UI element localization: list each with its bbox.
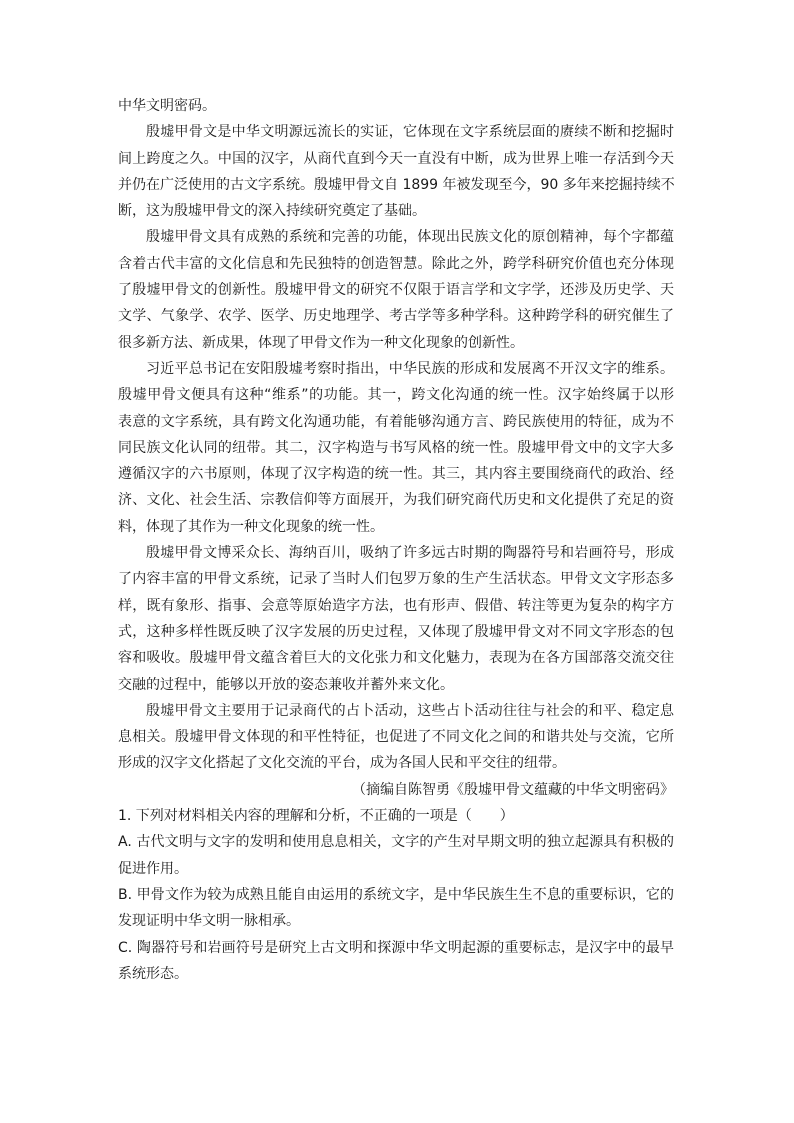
- question-text-line: B. 甲骨文作为较为成熟且能自由运用的系统文字，是中华民族生生不息的重要标识，它的: [118, 886, 674, 903]
- article-text-line: 同民族文化认同的纽带。其二，汉字构造与书写风格的统一性。殷墟甲骨文中的文字大多: [118, 439, 674, 456]
- article-text-line: 殷墟甲骨文博采众长、海纳百川，吸纳了许多远古时期的陶器符号和岩画符号，形成: [146, 545, 674, 562]
- article-text-line: 中华文明密码。: [118, 98, 216, 114]
- article-text-line: 表意的文字系统，具有跨文化沟通功能，有着能够沟通方言、跨民族使用的特征，成为不: [118, 413, 674, 430]
- article-text-line: 很多新方法、新成果，体现了甲骨文作为一种文化现象的创新性。: [118, 334, 524, 351]
- article-text-line: 遵循汉字的六书原则，体现了汉字构造的统一性。其三，其内容主要围绕商代的政治、经: [118, 466, 674, 483]
- document-page: [118, 93, 674, 987]
- article-text-line: （摘编自陈智勇《殷墟甲骨文蕴藏的中华文明密码》: [352, 781, 674, 798]
- article-text-line: 料，体现了其作为一种文化现象的统一性。: [118, 518, 384, 535]
- article-text-line: 间上跨度之久。中国的汉字，从商代直到今天一直没有中断，成为世界上唯一存活到今天: [118, 150, 674, 167]
- article-text-line: 殷墟甲骨文主要用于记录商代的占卜活动，这些占卜活动往往与社会的和平、稳定息: [146, 702, 674, 719]
- article-text-line: 含着古代丰富的文化信息和先民独特的创造智慧。除此之外，跨学科研究价值也充分体现: [118, 255, 674, 272]
- question-text-line: 发现证明中华文明一脉相承。: [118, 913, 300, 930]
- article-text-line: 容和吸收。殷墟甲骨文蕴含着巨大的文化张力和文化魅力，表现为在各方国部落交流交往: [118, 650, 674, 667]
- article-text-line: 习近平总书记在安阳殷墟考察时指出，中华民族的形成和发展离不开汉文字的维系。: [146, 360, 674, 377]
- question-block: [118, 803, 674, 987]
- article-text-line: 并仍在广泛使用的古文字系统。殷墟甲骨文自 1899 年被发现至今，90 多年来挖掘持续不: [118, 176, 675, 193]
- article-text-line: 了殷墟甲骨文的创新性。殷墟甲骨文的研究不仅限于语言学和文字学，还涉及历史学、天: [118, 282, 674, 299]
- question-text-line: 1. 下列对材料相关内容的理解和分析，不正确的一项是（ ）: [118, 808, 514, 825]
- article-text-line: 殷墟甲骨文具有成熟的系统和完善的功能，体现出民族文化的原创精神，每个字都蕴: [146, 229, 674, 246]
- question-text-line: C. 陶器符号和岩画符号是研究上古文明和探源中华文明起源的重要标志，是汉字中的最早: [118, 939, 674, 956]
- article-text-line: 样，既有象形、指事、会意等原始造字方法，也有形声、假借、转注等更为复杂的构字方: [118, 597, 674, 614]
- article-text-line: 式，这种多样性既反映了汉字发展的历史过程，又体现了殷墟甲骨文对不同文字形态的包: [118, 623, 674, 640]
- article-text-line: 济、文化、社会生活、宗教信仰等方面展开，为我们研究商代历史和文化提供了充足的资: [118, 492, 674, 509]
- question-text-line: 促进作用。: [118, 860, 188, 877]
- article-text-line: 文学、气象学、农学、医学、历史地理学、考古学等多种学科。这种跨学科的研究催生了: [118, 308, 674, 325]
- article-text-line: 息相关。殷墟甲骨文体现的和平性特征，也促进了不同文化之间的和谐共处与交流，它所: [118, 729, 674, 746]
- article-text-line: 交融的过程中，能够以开放的姿态兼收并蓄外来文化。: [118, 676, 454, 693]
- question-text-line: A. 古代文明与文字的发明和使用息息相关，文字的产生对早期文明的独立起源具有积极的: [118, 834, 674, 851]
- article-text-line: 殷墟甲骨文便具有这种“维系”的功能。其一，跨文化沟通的统一性。汉字始终属于以形: [118, 387, 674, 404]
- question-text-line: 系统形态。: [118, 965, 188, 982]
- article-text-line: 殷墟甲骨文是中华文明源远流长的实证，它体现在文字系统层面的赓续不断和挖掘时: [146, 124, 674, 141]
- article-text-line: 了内容丰富的甲骨文系统，记录了当时人们包罗万象的生产生活状态。甲骨文文字形态多: [118, 571, 674, 588]
- article-text-line: 断，这为殷墟甲骨文的深入持续研究奠定了基础。: [118, 203, 426, 220]
- article-body: [118, 93, 674, 803]
- article-text-line: 形成的汉字文化搭起了文化交流的平台，成为各国人民和平交往的纽带。: [118, 755, 566, 772]
